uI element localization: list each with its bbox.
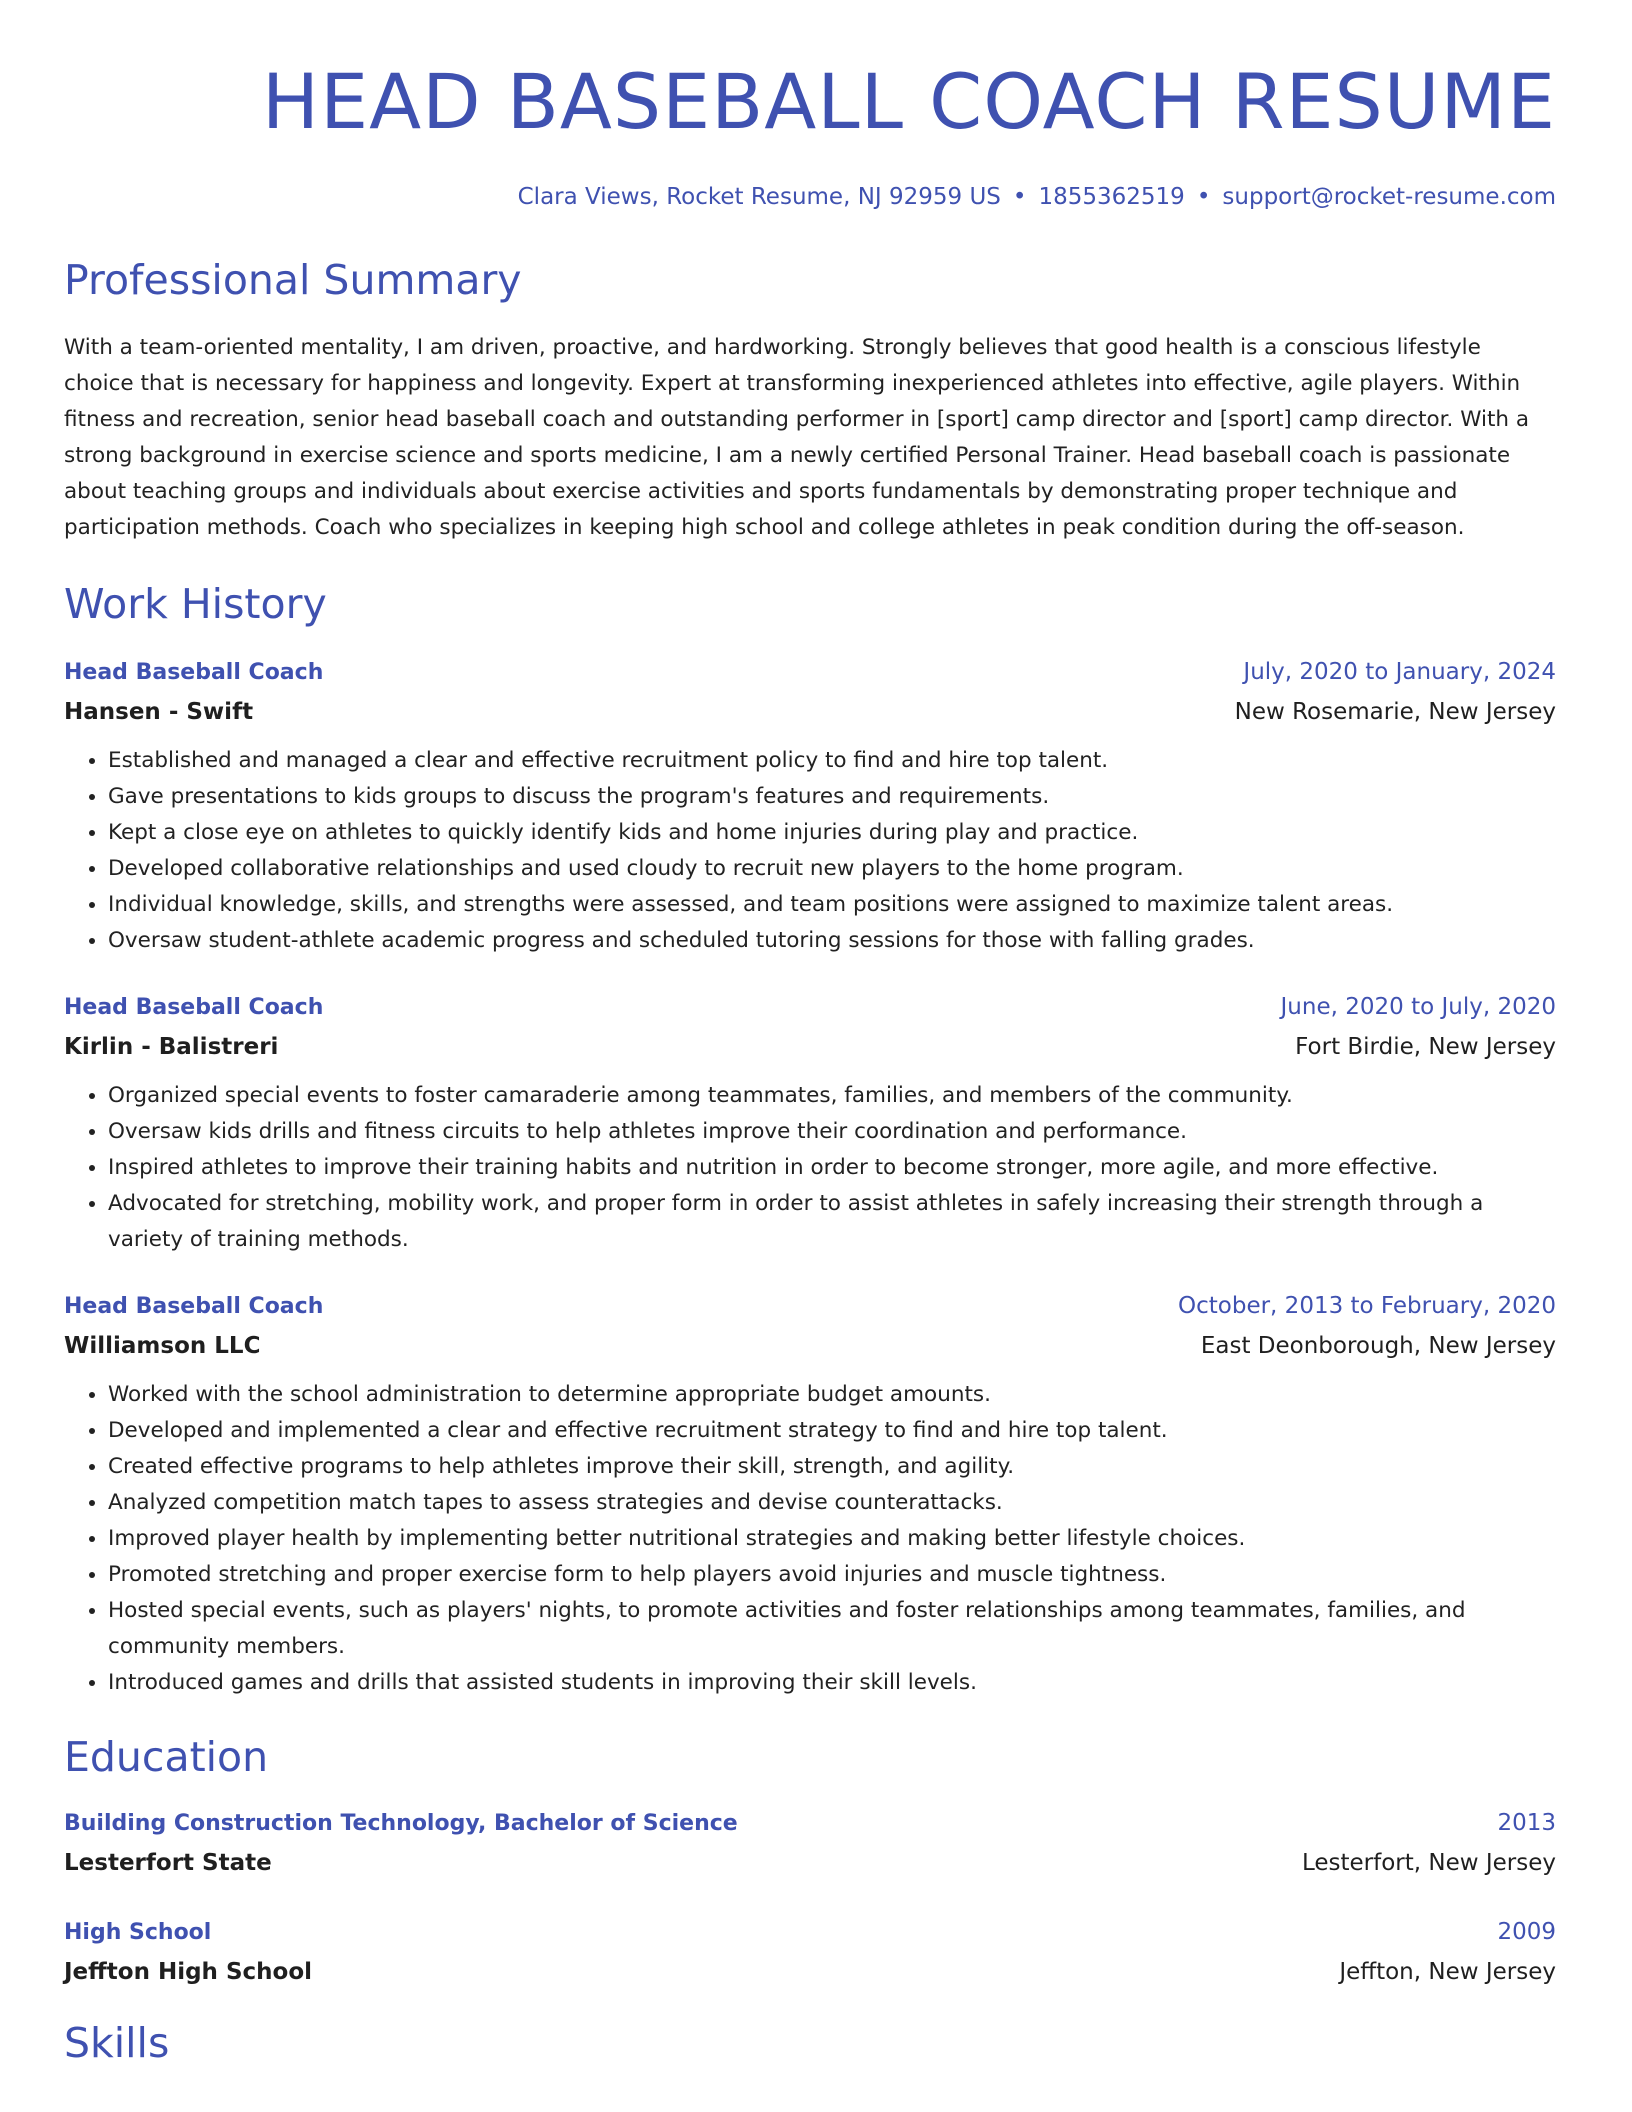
job-company: Kirlin - Balistreri <box>64 1034 279 1060</box>
summary-heading: Professional Summary <box>64 256 522 304</box>
job-entry <box>64 989 1556 1258</box>
job-entry <box>64 654 1556 959</box>
job-bullet: • Individual knowledge, skills, and strengths were assessed, and team positions were assigned to maximize talent areas. <box>108 887 1556 923</box>
skills-heading: Skills <box>64 2019 170 2067</box>
job-bullet: • Established and managed a clear and effective recruitment policy to find and hire top talent. <box>108 743 1556 779</box>
job-role: Head Baseball Coach <box>64 660 324 685</box>
education-heading: Education <box>64 1733 269 1781</box>
job-location: East Deonborough, New Jersey <box>1200 1333 1556 1359</box>
job-location: New Rosemarie, New Jersey <box>1234 699 1556 725</box>
job-role: Head Baseball Coach <box>64 1294 324 1319</box>
job-bullets <box>64 1377 1556 1701</box>
job-dates: June, 2020 to July, 2020 <box>1280 994 1556 1020</box>
education-year: 2013 <box>1497 1810 1556 1836</box>
job-bullet: • Developed collaborative relationships and used cloudy to recruit new players to the home program. <box>108 851 1556 887</box>
summary-text: With a team-oriented mentality, I am driven, proactive, and hardworking. Strongly believes that good health is a conscious lifestyle choice that is necessary for happiness and longevity. Expert at transforming inexperienced athletes into effective, agile players. Within fitness and recreation, senior head baseball coach and outstanding performer in [sport] camp director and [sport] camp director. With a strong background in exercise science and sports medicine, I am a newly certified Personal Trainer. Head baseball coach is passionate about teaching groups and individuals about exercise activities and sports fundamentals by demonstrating proper technique and participation methods. Coach who specializes in keeping high school and college athletes in peak condition during the off-season. <box>64 335 1530 540</box>
education-school: Jeffton High School <box>64 1959 313 1985</box>
contact-line <box>64 180 1556 214</box>
job-bullet: • Introduced games and drills that assisted students in improving their skill levels. <box>108 1665 1556 1701</box>
job-bullet: • Promoted stretching and proper exercise form to help players avoid injuries and muscle tightness. <box>108 1557 1556 1593</box>
job-company: Hansen - Swift <box>64 699 254 725</box>
job-bullet: • Oversaw kids drills and fitness circuits to help athletes improve their coordination and performance. <box>108 1114 1556 1150</box>
job-bullets <box>64 743 1556 959</box>
contact-phone: 1855362519 <box>1038 184 1185 210</box>
contact-separator: • <box>1196 184 1211 210</box>
job-dates: July, 2020 to January, 2024 <box>1243 659 1556 685</box>
resume-title: HEAD BASEBALL COACH RESUME <box>261 57 1556 146</box>
education-header-row <box>64 1914 1556 1951</box>
education-degree: Building Construction Technology, Bachelor of Science <box>64 1811 738 1836</box>
education-year: 2009 <box>1497 1919 1556 1945</box>
job-header-row <box>64 989 1556 1026</box>
work-history-heading: Work History <box>64 580 327 628</box>
education-degree: High School <box>64 1920 212 1945</box>
job-bullet: • Kept a close eye on athletes to quickly identify kids and home injuries during play and practice. <box>108 815 1556 851</box>
job-role: Head Baseball Coach <box>64 995 324 1020</box>
education-school-row <box>64 1842 1556 1884</box>
education-entry <box>64 1914 1556 1993</box>
job-bullet: • Inspired athletes to improve their training habits and nutrition in order to become stronger, more agile, and more effective. <box>108 1150 1556 1186</box>
education-school-row <box>64 1951 1556 1993</box>
job-company-row <box>64 1325 1556 1367</box>
job-header-row <box>64 654 1556 691</box>
resume-page <box>64 0 1556 2071</box>
job-bullet: • Oversaw student-athlete academic progress and scheduled tutoring sessions for those with falling grades. <box>108 923 1556 959</box>
job-bullet: • Advocated for stretching, mobility work, and proper form in order to assist athletes in safely increasing their strength through a variety of training methods. <box>108 1186 1556 1258</box>
education-school: Lesterfort State <box>64 1850 272 1876</box>
job-entry <box>64 1288 1556 1701</box>
job-bullet: • Developed and implemented a clear and effective recruitment strategy to find and hire top talent. <box>108 1413 1556 1449</box>
education-location: Jeffton, New Jersey <box>1339 1959 1556 1985</box>
job-bullet: • Analyzed competition match tapes to assess strategies and devise counterattacks. <box>108 1485 1556 1521</box>
education-entry <box>64 1805 1556 1884</box>
job-bullet: • Organized special events to foster camaraderie among teammates, families, and members of the community. <box>108 1078 1556 1114</box>
job-company-row <box>64 1026 1556 1068</box>
contact-address: Clara Views, Rocket Resume, NJ 92959 US <box>517 184 1001 210</box>
job-dates: October, 2013 to February, 2020 <box>1178 1293 1556 1319</box>
job-company-row <box>64 691 1556 733</box>
job-bullet: • Hosted special events, such as players' nights, to promote activities and foster relationships among teammates, families, and community members. <box>108 1593 1556 1665</box>
job-bullet: • Improved player health by implementing better nutritional strategies and making better lifestyle choices. <box>108 1521 1556 1557</box>
job-location: Fort Birdie, New Jersey <box>1295 1034 1556 1060</box>
job-bullet: • Worked with the school administration to determine appropriate budget amounts. <box>108 1377 1556 1413</box>
job-header-row <box>64 1288 1556 1325</box>
education-header-row <box>64 1805 1556 1842</box>
job-bullets <box>64 1078 1556 1258</box>
job-bullet: • Created effective programs to help athletes improve their skill, strength, and agility. <box>108 1449 1556 1485</box>
job-bullet: • Gave presentations to kids groups to discuss the program's features and requirements. <box>108 779 1556 815</box>
job-company: Williamson LLC <box>64 1333 261 1359</box>
contact-separator: • <box>1012 184 1027 210</box>
contact-email: support@rocket-resume.com <box>1222 184 1556 210</box>
education-location: Lesterfort, New Jersey <box>1301 1850 1556 1876</box>
